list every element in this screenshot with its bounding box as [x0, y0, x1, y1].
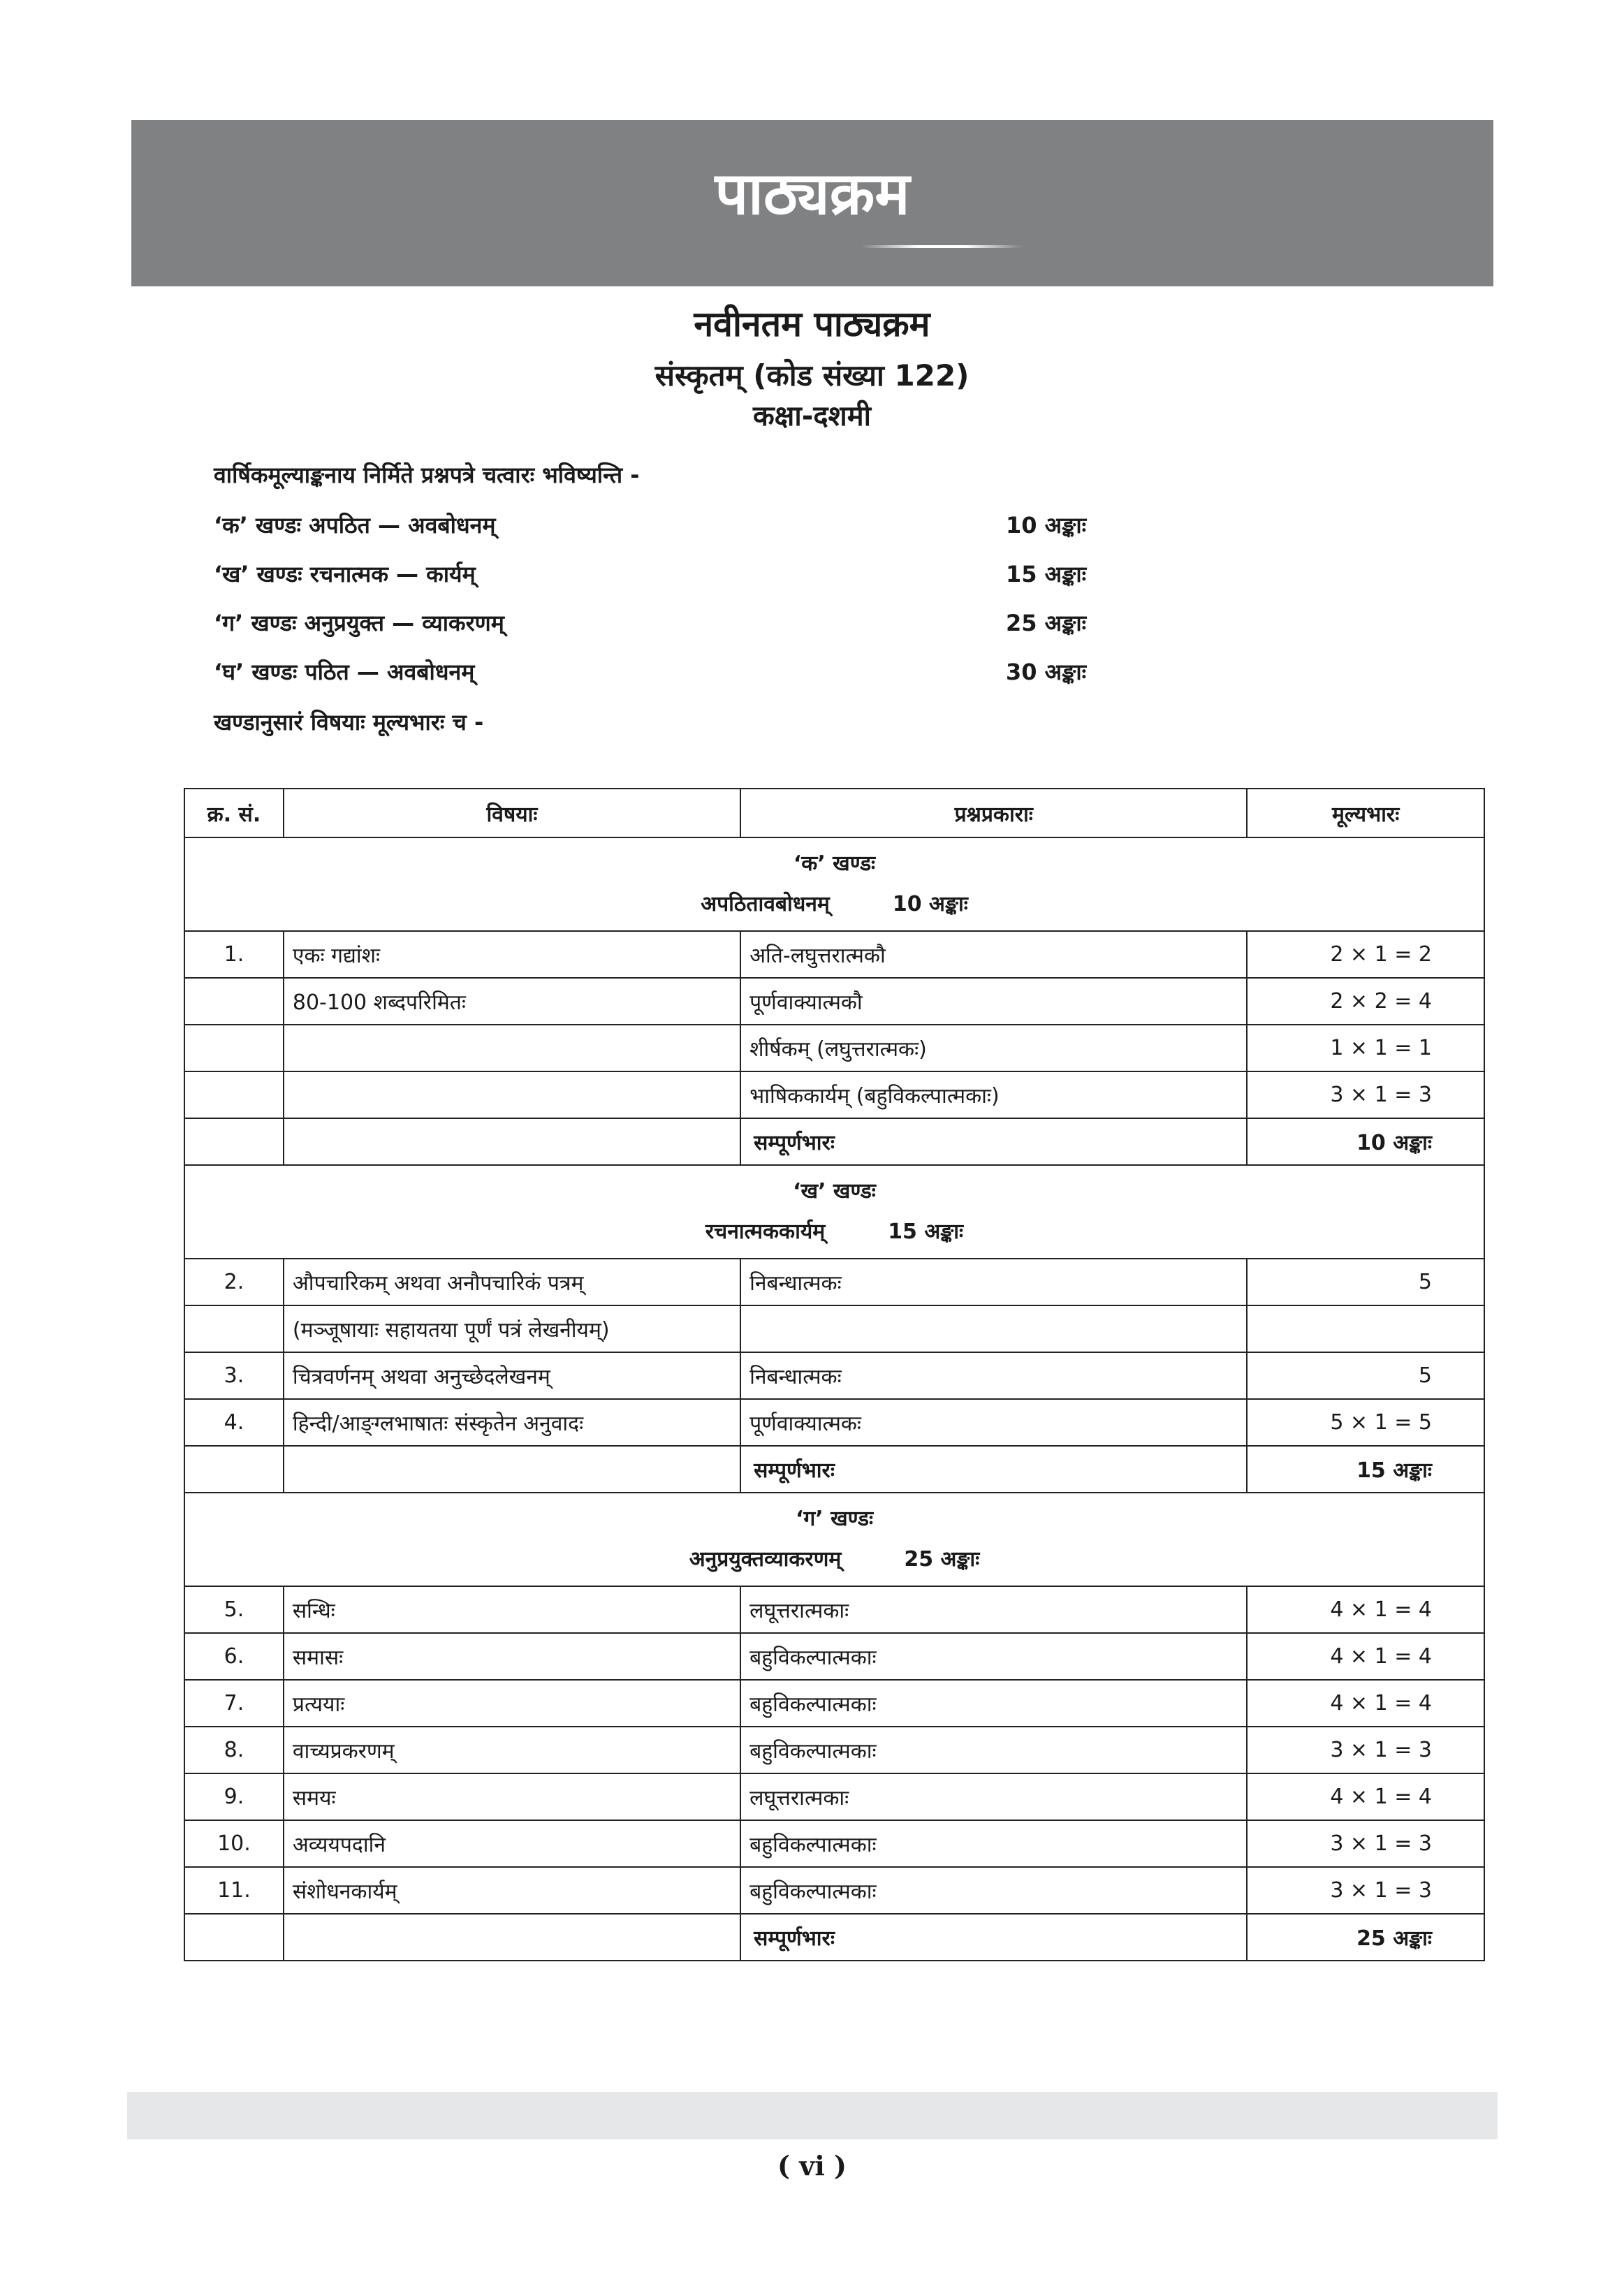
page-banner	[131, 120, 1493, 286]
serial-cell	[184, 978, 284, 1025]
syllabus-title: नवीनतम पाठ्यक्रम	[694, 304, 930, 344]
serial-cell: 9.	[184, 1773, 284, 1820]
question-type-cell: भाषिककार्यम् (बहुविकल्पात्मकाः)	[740, 1071, 1247, 1118]
section-label: ‘घ’ खण्डः पठित — अवबोधनम्	[214, 659, 475, 685]
weight-cell: 5 × 1 = 5	[1247, 1399, 1484, 1446]
topic-cell: वाच्यप्रकरणम्	[284, 1727, 740, 1773]
question-type-cell: बहुविकल्पात्मकाः	[740, 1727, 1247, 1773]
section-title: अपठितावबोधनम्	[701, 892, 830, 916]
weight-cell: 5	[1247, 1259, 1484, 1305]
weight-cell: 2 × 2 = 4	[1247, 978, 1484, 1025]
total-label: सम्पूर्णभारः	[740, 1118, 1247, 1165]
question-type-cell: बहुविकल्पात्मकाः	[740, 1633, 1247, 1680]
total-label: सम्पूर्णभारः	[740, 1914, 1247, 1961]
total-value: 25 अङ्काः	[1247, 1914, 1484, 1961]
table-row	[184, 1352, 1484, 1399]
footer-bar	[127, 2092, 1498, 2139]
serial-cell: 11.	[184, 1867, 284, 1914]
section-name: ‘क’ खण्डः	[793, 851, 876, 876]
question-type-cell: पूर्णवाक्यात्मकः	[740, 1399, 1247, 1446]
section-label: ‘क’ खण्डः अपठित — अवबोधनम्	[214, 512, 496, 539]
serial-cell: 2.	[184, 1259, 284, 1305]
question-type-cell: शीर्षकम् (लघुत्तरात्मकः)	[740, 1025, 1247, 1071]
column-header: मूल्यभारः	[1247, 789, 1484, 837]
question-type-cell: निबन्धात्मकः	[740, 1259, 1247, 1305]
serial-cell: 5.	[184, 1586, 284, 1633]
section-summary-line	[214, 559, 1087, 589]
weight-cell: 4 × 1 = 4	[1247, 1586, 1484, 1633]
section-marks: 30 अङ्काः	[1006, 659, 1087, 685]
column-header: प्रश्नप्रकाराः	[740, 789, 1247, 837]
subject-code: संस्कृतम् (कोड संख्या 122)	[654, 358, 970, 393]
section-name: ‘ख’ खण्डः	[793, 1179, 876, 1203]
weight-cell: 3 × 1 = 3	[1247, 1727, 1484, 1773]
topic-cell: चित्रवर्णनम् अथवा अनुच्छेदलेखनम्	[284, 1352, 740, 1399]
serial-cell: 6.	[184, 1633, 284, 1680]
table-row	[184, 1399, 1484, 1446]
topic-cell: औपचारिकम् अथवा अनौपचारिकं पत्रम्	[284, 1259, 740, 1305]
table-row	[184, 1025, 1484, 1071]
table-row	[184, 1305, 1484, 1352]
table-row	[184, 1071, 1484, 1118]
table-row	[184, 1586, 1484, 1633]
table-row	[184, 978, 1484, 1025]
serial-cell	[184, 1071, 284, 1118]
table-row	[184, 1727, 1484, 1773]
weight-cell: 3 × 1 = 3	[1247, 1820, 1484, 1867]
question-type-cell: बहुविकल्पात्मकाः	[740, 1820, 1247, 1867]
total-row	[184, 1118, 1484, 1165]
topic-cell	[284, 1071, 740, 1118]
question-type-cell: पूर्णवाक्यात्मकौ	[740, 978, 1247, 1025]
section-marks: 10 अङ्काः	[1006, 512, 1087, 539]
banner-title: पाठ्यक्रम	[715, 159, 910, 228]
weight-cell: 2 × 1 = 2	[1247, 931, 1484, 978]
topic-cell: समयः	[284, 1773, 740, 1820]
paper-intro: वार्षिकमूल्याङ्कनाय निर्मिते प्रश्नपत्रे चत्वारः भविष्यन्ति -	[214, 462, 640, 488]
topic-cell: हिन्दी/आङ्ग्लभाषातः संस्कृतेन अनुवादः	[284, 1399, 740, 1446]
total-label: सम्पूर्णभारः	[740, 1446, 1247, 1493]
section-heading-row	[184, 1165, 1484, 1259]
weight-cell: 4 × 1 = 4	[1247, 1773, 1484, 1820]
question-type-cell: बहुविकल्पात्मकाः	[740, 1867, 1247, 1914]
section-heading-row	[184, 837, 1484, 931]
table-row	[184, 1633, 1484, 1680]
weight-cell: 4 × 1 = 4	[1247, 1680, 1484, 1727]
topic-cell: प्रत्ययाः	[284, 1680, 740, 1727]
banner-underline	[861, 245, 1022, 248]
question-type-cell	[740, 1305, 1247, 1352]
serial-cell	[184, 1305, 284, 1352]
section-summary-line	[214, 510, 1087, 540]
total-value: 15 अङ्काः	[1247, 1446, 1484, 1493]
table-row	[184, 931, 1484, 978]
section-marks: 15 अङ्काः	[1006, 561, 1087, 587]
table-row	[184, 1773, 1484, 1820]
section-heading-row	[184, 1493, 1484, 1586]
topic-cell: एकः गद्यांशः	[284, 931, 740, 978]
question-type-cell: बहुविकल्पात्मकाः	[740, 1680, 1247, 1727]
section-label: ‘ख’ खण्डः रचनात्मक — कार्यम्	[214, 561, 476, 587]
section-summary-line	[214, 657, 1087, 687]
serial-cell: 4.	[184, 1399, 284, 1446]
section-name: ‘ग’ खण्डः	[795, 1507, 874, 1531]
table-row	[184, 1680, 1484, 1727]
weight-cell: 3 × 1 = 3	[1247, 1867, 1484, 1914]
question-type-cell: लघूत्तरात्मकाः	[740, 1586, 1247, 1633]
topic-cell: संशोधनकार्यम्	[284, 1867, 740, 1914]
section-heading	[184, 1493, 1484, 1586]
weight-cell: 3 × 1 = 3	[1247, 1071, 1484, 1118]
total-row	[184, 1446, 1484, 1493]
class-name: कक्षा-दशमी	[752, 400, 872, 432]
serial-cell: 8.	[184, 1727, 284, 1773]
serial-cell: 1.	[184, 931, 284, 978]
section-summary-line	[214, 608, 1087, 638]
topic-cell: समासः	[284, 1633, 740, 1680]
topic-cell: (मञ्जूषायाः सहायतया पूर्णं पत्रं लेखनीयम्)	[284, 1305, 740, 1352]
section-marks: 25 अङ्काः	[1006, 610, 1087, 636]
topic-cell: सन्धिः	[284, 1586, 740, 1633]
question-type-cell: लघूत्तरात्मकाः	[740, 1773, 1247, 1820]
column-header: विषयाः	[284, 789, 740, 837]
weight-cell	[1247, 1305, 1484, 1352]
section-heading	[184, 1165, 1484, 1259]
table-row	[184, 1820, 1484, 1867]
section-marks: 15 अङ्काः	[888, 1220, 964, 1244]
section-title: रचनात्मककार्यम्	[705, 1220, 826, 1244]
table-header-row	[184, 789, 1484, 837]
table-row	[184, 1867, 1484, 1914]
topic-cell	[284, 1025, 740, 1071]
section-marks: 10 अङ्काः	[892, 892, 968, 916]
total-value: 10 अङ्काः	[1247, 1118, 1484, 1165]
weight-cell: 1 × 1 = 1	[1247, 1025, 1484, 1071]
weightage-intro: खण्डानुसारं विषयाः मूल्यभारः च -	[214, 709, 484, 735]
question-type-cell: अति-लघुत्तरात्मकौ	[740, 931, 1247, 978]
serial-cell: 10.	[184, 1820, 284, 1867]
weight-cell: 5	[1247, 1352, 1484, 1399]
total-row	[184, 1914, 1484, 1961]
serial-cell	[184, 1025, 284, 1071]
topic-cell: 80-100 शब्दपरिमितः	[284, 978, 740, 1025]
section-heading	[184, 837, 1484, 931]
topic-cell: अव्ययपदानि	[284, 1820, 740, 1867]
page-number: ( vi )	[777, 2150, 847, 2181]
section-marks: 25 अङ्काः	[904, 1547, 980, 1572]
serial-cell: 7.	[184, 1680, 284, 1727]
serial-cell: 3.	[184, 1352, 284, 1399]
section-title: अनुप्रयुक्तव्याकरणम्	[689, 1547, 842, 1572]
column-header: क्र. सं.	[184, 789, 284, 837]
table-row	[184, 1259, 1484, 1305]
weight-cell: 4 × 1 = 4	[1247, 1633, 1484, 1680]
section-label: ‘ग’ खण्डः अनुप्रयुक्त — व्याकरणम्	[214, 610, 504, 636]
question-type-cell: निबन्धात्मकः	[740, 1352, 1247, 1399]
weightage-table	[184, 788, 1485, 1961]
